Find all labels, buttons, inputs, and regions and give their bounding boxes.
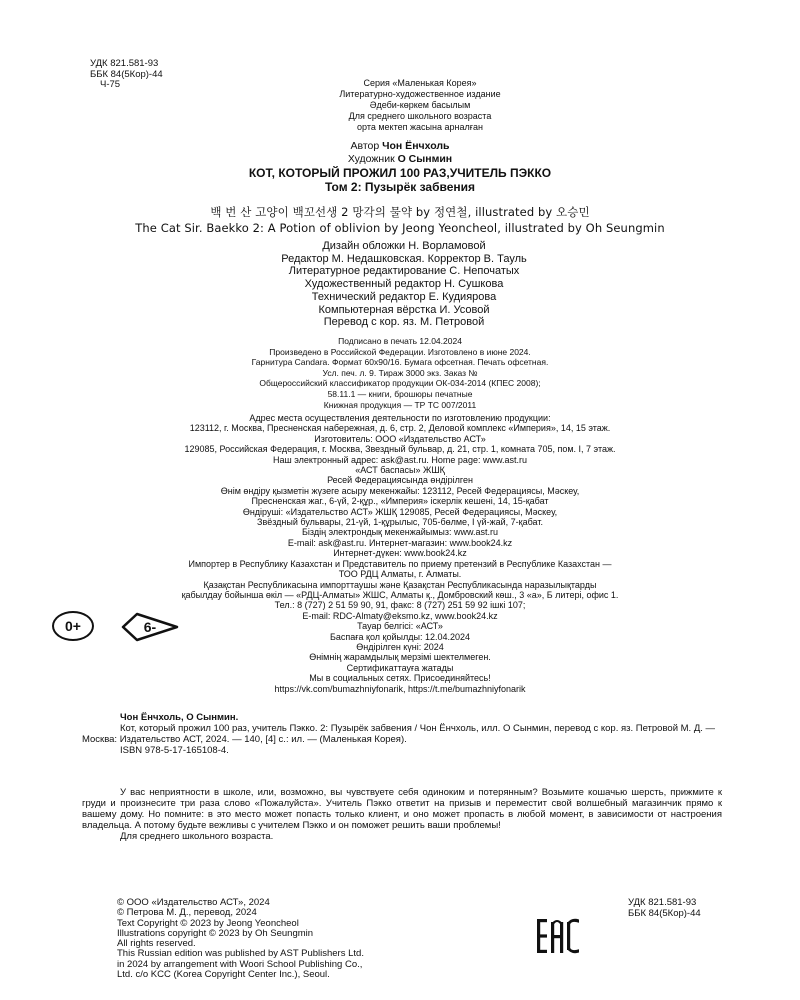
address-line: Мы в социальных сетях. Присоединяйтесь! — [309, 673, 491, 684]
english-original-title: The Cat Sir. Baekko 2: A Potion of oblivion by Jeong Yeoncheol, illustrated by Oh Seungmin — [135, 221, 665, 235]
address-line: Ресей Федерациясында өндірілген — [327, 475, 473, 486]
print-line: Подписано в печать 12.04.2024 — [338, 336, 462, 346]
series-line: Әдеби-көркем басылым — [369, 100, 471, 110]
address-line: Өнім өндіру қызметін жүзеге асыру мекенжайы: 123112, Ресей Федерациясы, Мәскеу, — [220, 485, 580, 496]
address-line: Баспаға қол қойылды: 12.04.2024 — [329, 631, 471, 642]
bbk-code: ББК 84(5Кор)-44 — [90, 68, 163, 80]
print-line: Произведено в Российской Федерации. Изготовлено в июне 2024. — [269, 346, 531, 357]
udk-code: УДК 821.581-93 — [628, 897, 697, 908]
copyright-block — [117, 898, 364, 980]
udk-code: УДК 821.581-93 — [90, 58, 159, 69]
eac-conformity-icon — [536, 918, 580, 954]
address-line: Тел.: 8 (727) 2 51 59 90, 91, факс: 8 (727) 251 59 92 ішкі 107; — [274, 600, 526, 611]
udk-classification-bottom — [628, 898, 701, 919]
address-line: Біздің электрондық мекенжайымыз: www.ast.ru — [301, 527, 499, 538]
main-title: КОТ, КОТОРЫЙ ПРОЖИЛ 100 РАЗ,УЧИТЕЛЬ ПЭККО — [248, 166, 552, 180]
address-line: Интернет-дүкен: www.book24.kz — [333, 548, 467, 559]
credit-line: Компьютерная вёрстка И. Усовой — [318, 303, 490, 316]
print-line: Усл. печ. л. 9. Тираж 3000 экз. Заказ № — [322, 367, 478, 378]
address-line: Звёздный бульвары, 21-үй, 1-құрылыс, 705-бөлме, I үй-жай, 7-қабат. — [257, 517, 543, 528]
age-rating-circle-badge: 0+ — [52, 611, 94, 641]
copyright-line: © Петрова М. Д., перевод, 2024 — [117, 907, 257, 919]
book-title — [0, 166, 800, 194]
annotation — [82, 787, 722, 842]
address-block — [0, 413, 800, 694]
address-line: «АСТ баспасы» ЖШҚ — [355, 465, 445, 476]
address-line: Сертификаттауға жатады — [346, 662, 454, 673]
bbk-code: ББК 84(5Кор)-44 — [628, 907, 701, 919]
age-rating-diamond-label: 6- — [143, 619, 157, 635]
address-line: Наш электронный адрес: ask@ast.ru. Home page: www.ast.ru — [273, 454, 527, 465]
print-info-block — [0, 336, 800, 410]
author-name: Чон Ёнчхоль — [382, 140, 450, 152]
address-line: E-mail: RDC-Almaty@eksmo.kz, www.book24.kz — [302, 610, 498, 621]
annotation-audience: Для среднего школьного возраста. — [120, 831, 274, 842]
credit-line: Перевод с кор. яз. М. Петровой — [323, 316, 485, 329]
copyright-line: Illustrations copyright © 2023 by Oh Seungmin — [117, 927, 314, 939]
annotation-text: У вас неприятности в школе, или, возможно, вы чувствуете себя одиноким и потерянным? Возьмите кошачью шерсть, прижмите к груди и произнесите три раза слово «Пожалуйста». Учитель Пэкко ответит на призыв и переместит свой волшебный магазинчик прямо к вашему дому. Но помните: в это место может попасть только клиент, и оно может пропасть в любой момент, в зависимости от настроения владельца. А потому будьте вежливы с учителем Пэкко и он поможет решить ваши проблемы! — [82, 787, 722, 831]
address-line: Изготовитель: ООО «Издательство АСТ» — [314, 433, 486, 444]
illustrator-name: О Сынмин — [397, 152, 453, 165]
address-line: https://vk.com/bumazhniyfonarik, https://t.me/bumazhniyfonarik — [274, 683, 526, 694]
address-line: 129085, Российская Федерация, г. Москва, Звездный бульвар, д. 21, стр. 1, комната 705, пом. I, 7 этаж. — [184, 444, 616, 455]
age-rating-diamond-badge — [120, 612, 180, 642]
bibliographic-record — [82, 712, 722, 756]
address-line: 123112, г. Москва, Пресненская набережная, д. 6, стр. 2, Деловой комплекс «Империя», 14, 15 этаж. — [189, 423, 611, 434]
address-line: Өнімнің жарамдылық мерзімі шектелмеген. — [309, 652, 491, 663]
address-line: Өндіруші: «Издательство АСТ» ЖШҚ 129085, Ресей Федерациясы, Мәскеу, — [242, 506, 558, 517]
print-line: Общероссийский классификатор продукции ОК-034-2014 (КПЕС 2008); — [259, 378, 541, 389]
address-line: Импортер в Республику Казахстан и Представитель по приему претензий в Республике Казахстан — — [188, 558, 612, 569]
address-line: қабылдау бойынша өкіл — «РДЦ-Алматы» ЖШС, Алматы қ., Домбровский көш., 3 «а», Б литері, офис 1. — [181, 589, 619, 600]
copyright-line: Ltd. c/o KCC (Korea Copyright Center Inc.), Seoul. — [117, 969, 330, 981]
address-line: ТОО РДЦ Алматы, г. Алматы. — [338, 569, 462, 580]
address-line: Өндірілген күні: 2024 — [356, 641, 444, 652]
copyright-line: in 2024 by arrangement with Woori School Publishing Co., — [117, 958, 363, 970]
print-line: 58.11.1 — книги, брошюры печатные — [327, 388, 473, 399]
credit-line: Технический редактор Е. Кудиярова — [311, 290, 497, 303]
author-mark: Ч-75 — [100, 79, 121, 90]
bib-author-name: Чон Ёнчхоль, О Сынмин. — [120, 712, 239, 723]
original-titles — [0, 204, 800, 236]
credit-line: Редактор М. Недашковская. Корректор В. Тауль — [281, 252, 527, 265]
copyright-line: All rights reserved. — [117, 938, 196, 950]
series-line: Литературно-художественное издание — [339, 89, 501, 99]
series-line: орта мектеп жасына арналған — [357, 122, 483, 132]
address-line: Тауар белгісі: «АСТ» — [357, 621, 443, 632]
print-line: Книжная продукция — ТР ТС 007/2011 — [323, 399, 477, 410]
copyright-line: Text Copyright © 2023 by Jeong Yeoncheol — [117, 917, 299, 929]
credit-line: Художественный редактор Н. Сушкова — [304, 278, 504, 291]
series-line: Для среднего школьного возраста — [348, 111, 492, 121]
series-block — [0, 78, 800, 133]
address-line: Қазақстан Республикасына импорттаушы және Қазақстан Республикасында наразылықтарды — [203, 579, 597, 590]
copyright-line: © ООО «Издательство АСТ», 2024 — [117, 897, 270, 908]
credits-block — [0, 240, 800, 329]
series-line: Серия «Маленькая Корея» — [363, 78, 477, 88]
copyright-line: This Russian edition was published by AST Publishers Ltd. — [117, 948, 364, 960]
address-line: Адрес места осуществления деятельности по изготовлению продукции: — [249, 413, 551, 423]
volume-title: Том 2: Пузырёк забвения — [324, 180, 476, 194]
korean-original-title: 백 번 산 고양이 백꼬선생 2 망각의 물약 by 정연철, illustrated by 오승민 — [210, 205, 590, 219]
address-line: Пресненская жаг., 6-үй, 2-құр., «Империя» іскерлік кешені, 14, 15-қабат — [251, 496, 549, 507]
illustrator-line: Художник О Сынмин — [347, 152, 453, 165]
isbn: ISBN 978-5-17-165108-4. — [120, 745, 229, 756]
bib-description: Кот, который прожил 100 раз, учитель Пэкко. 2: Пузырёк забвения / Чон Ёнчхоль, илл. О Сынмин, перевод с кор. яз. Петровой М. Д. — Москва: Издательство АСТ, 2024. — 140, [4] с.: ил. — (Маленькая Корея). — [82, 723, 716, 745]
authors-block — [0, 140, 800, 165]
credit-line: Дизайн обложки Н. Ворламовой — [322, 240, 486, 252]
address-line: E-mail: ask@ast.ru. Интернет-магазин: www.book24.kz — [287, 537, 513, 548]
credit-line: Литературное редактирование С. Непочатых — [288, 265, 520, 278]
author-line: Автор Чон Ёнчхоль — [350, 140, 450, 152]
print-line: Гарнитура Candara. Формат 60x90/16. Бумага офсетная. Печать офсетная. — [251, 357, 549, 368]
